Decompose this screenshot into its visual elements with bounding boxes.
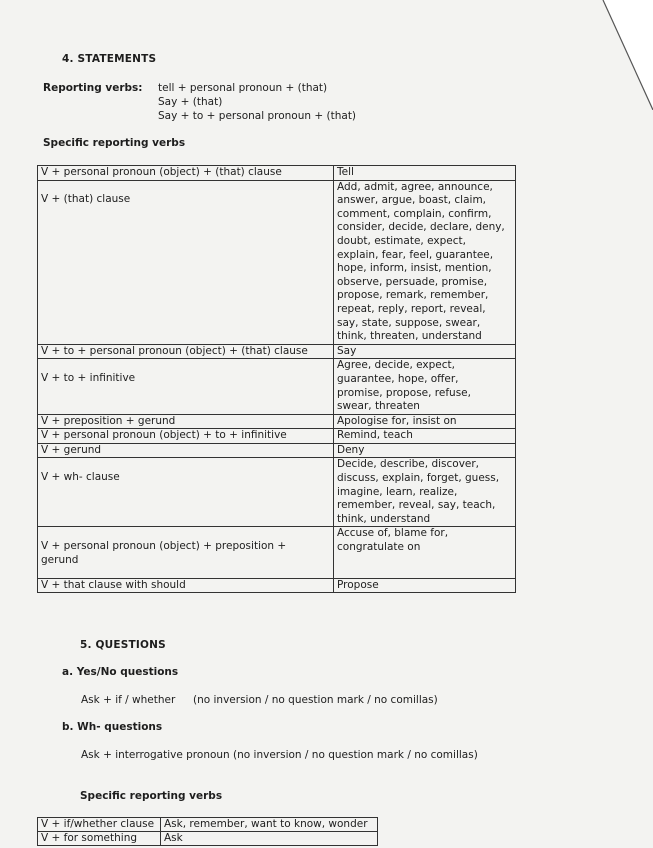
- verbs-cell: Ask, remember, want to know, wonder: [161, 818, 378, 832]
- yes-no-questions-label: a. Yes/No questions: [62, 666, 179, 678]
- pattern-3: Say + to + personal pronoun + (that): [158, 110, 357, 122]
- structure-cell: V + personal pronoun (object) + preposition + gerund: [38, 527, 334, 578]
- table-row: [38, 344, 516, 359]
- pattern-1: tell + personal pronoun + (that): [158, 82, 328, 94]
- table-row: [38, 578, 516, 593]
- reporting-verbs-label: Reporting verbs:: [43, 82, 143, 94]
- structure-cell: V + that clause with should: [38, 578, 334, 593]
- pattern-2: Say + (that): [158, 96, 223, 108]
- verbs-cell: Add, admit, agree, announce, answer, argue, boast, claim, comment, complain, confirm, consider, decide, declare, deny, doubt, estimate, expect, explain, fear, feel, guarantee, hope, inform, insist, mention, observe, persuade, promise, propose, remark, remember, repeat, reply, report, reveal, say, state, suppose, swear, think, threaten, understand: [334, 180, 516, 344]
- verbs-cell: Tell: [334, 166, 516, 181]
- table-row: [38, 359, 516, 414]
- verbs-cell: Deny: [334, 443, 516, 458]
- questions-verb-table: [37, 817, 378, 846]
- structure-cell: V + personal pronoun (object) + (that) clause: [38, 166, 334, 181]
- statements-verb-table: [37, 165, 516, 593]
- table-row: [38, 832, 378, 846]
- verbs-cell: Propose: [334, 578, 516, 593]
- structure-cell: V + for something: [38, 832, 161, 846]
- structure-cell: V + (that) clause: [38, 180, 334, 344]
- table-row: [38, 180, 516, 344]
- verbs-cell: Remind, teach: [334, 429, 516, 444]
- structure-cell: V + preposition + gerund: [38, 414, 334, 429]
- structure-cell: V + personal pronoun (object) + to + infinitive: [38, 429, 334, 444]
- structure-cell: V + to + infinitive: [38, 359, 334, 414]
- yes-no-note: (no inversion / no question mark / no comillas): [193, 694, 438, 706]
- structure-cell: V + wh- clause: [38, 458, 334, 527]
- table-row: [38, 414, 516, 429]
- folded-corner: [583, 0, 653, 110]
- verbs-cell: Accuse of, blame for, congratulate on: [334, 527, 516, 578]
- structure-cell: V + if/whether clause: [38, 818, 161, 832]
- verbs-cell: Say: [334, 344, 516, 359]
- questions-specific-heading: Specific reporting verbs: [80, 790, 223, 802]
- verbs-cell: Decide, describe, discover, discuss, explain, forget, guess, imagine, learn, realize, remember, reveal, say, teach, think, understand: [334, 458, 516, 527]
- specific-verbs-heading: Specific reporting verbs: [43, 137, 186, 149]
- questions-heading: 5. QUESTIONS: [80, 639, 166, 651]
- structure-cell: V + gerund: [38, 443, 334, 458]
- verbs-cell: Agree, decide, expect, guarantee, hope, offer, promise, propose, refuse, swear, threaten: [334, 359, 516, 414]
- wh-questions-label: b. Wh- questions: [62, 721, 163, 733]
- verbs-cell: Apologise for, insist on: [334, 414, 516, 429]
- table-row: [38, 458, 516, 527]
- statements-heading: 4. STATEMENTS: [62, 53, 157, 65]
- table-row: [38, 527, 516, 578]
- verbs-cell: Ask: [161, 832, 378, 846]
- yes-no-rule: Ask + if / whether: [81, 694, 176, 706]
- table-row: [38, 429, 516, 444]
- wh-rule: Ask + interrogative pronoun (no inversion / no question mark / no comillas): [81, 749, 478, 761]
- table-row: [38, 818, 378, 832]
- table-row: [38, 166, 516, 181]
- structure-cell: V + to + personal pronoun (object) + (that) clause: [38, 344, 334, 359]
- table-row: [38, 443, 516, 458]
